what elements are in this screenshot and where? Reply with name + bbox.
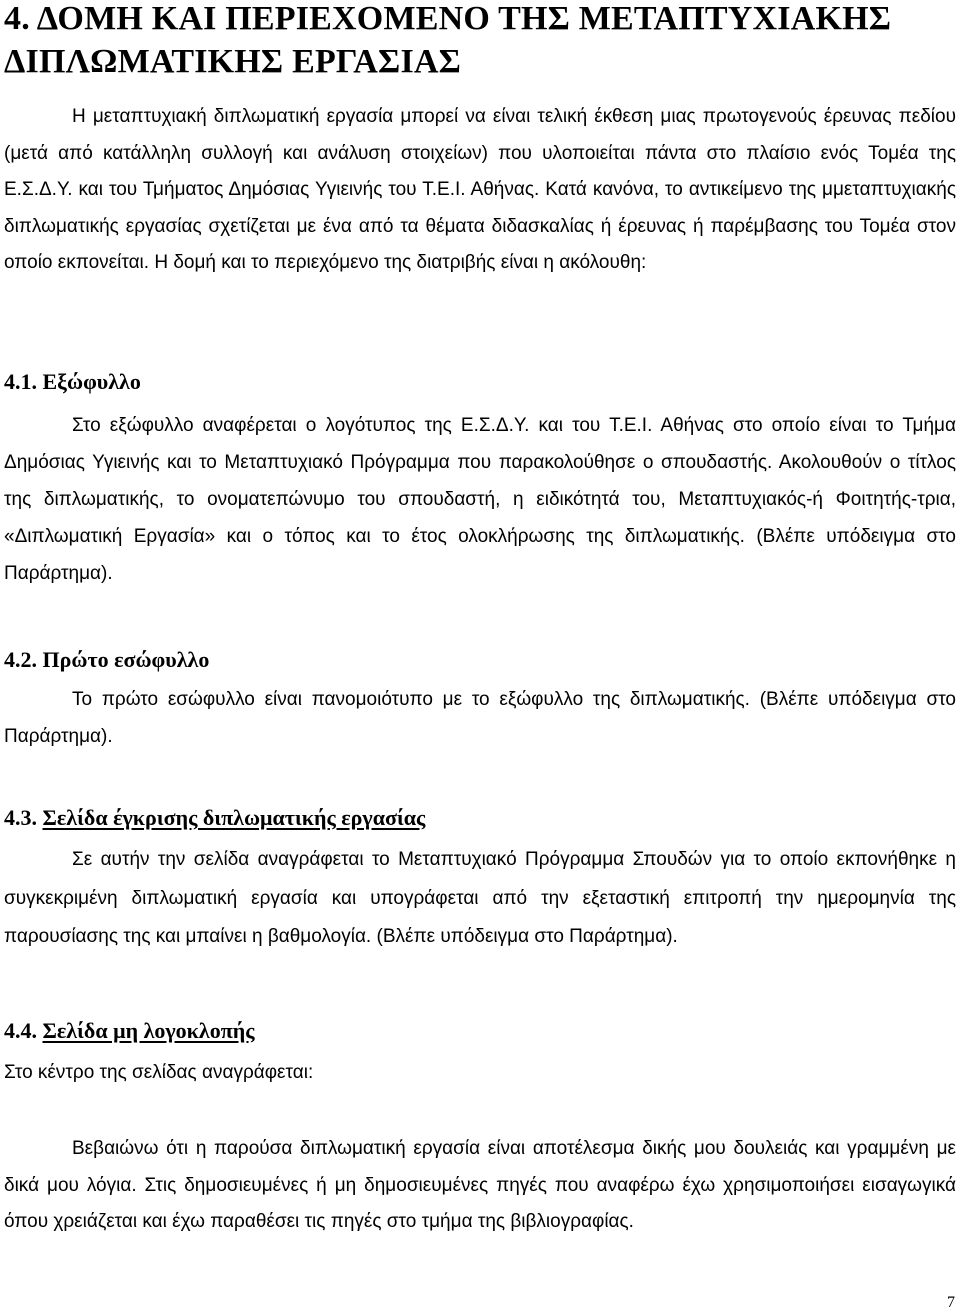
section-heading-cover [4,368,141,396]
page-number: 7 [947,1294,955,1311]
section-title: Εξώφυλλο [42,369,141,394]
plagiarism-intro-line: Στο κέντρο της σελίδας αναγράφεται: [4,1062,314,1083]
chapter-heading: 4. ΔΟΜΗ ΚΑΙ ΠΕΡΙΕΧΟΜΕΝΟ ΤΗΣ ΜΕΤΑΠΤΥΧΙΑΚΗΣ ΔΙΠΛΩΜΑΤΙΚΗΣ ΕΡΓΑΣΙΑΣ [4,0,892,80]
first-inner-cover-paragraph: Το πρώτο εσώφυλλο είναι πανομοιότυπο με το εξώφυλλο της διπλωματικής. (Βλέπε υπόδειγμα στο Παράρτημα). [4,689,956,747]
cover-paragraph: Στο εξώφυλλο αναφέρεται ο λογότυπος της Ε.Σ.Δ.Υ. και του Τ.Ε.Ι. Αθήνας στο οποίο είναι το Τμήμα Δημόσιας Υγιεινής και το Μεταπτυχιακό Πρόγραμμα που παρακολούθησε ο σπουδαστής. Ακολουθούν ο τίτλος της διπλωματικής, το ονοματεπώνυμο του σπουδαστή, η ειδικότητά του, Μεταπτυχιακός-ή Φοιτητής-τρια, «Διπλωματική Εργασία» και ο τόπος και το έτος ολοκλήρωσης της διπλωματικής. (Βλέπε υπόδειγμα στο Παράρτημα). [4,415,956,584]
section-heading-first-inner-cover [4,646,209,674]
section-heading-plagiarism-page [4,1017,255,1045]
section-title: Σελίδα μη λογοκλοπής [42,1018,255,1043]
section-number: 4.4. [4,1018,37,1043]
section-number: 4.3. [4,805,37,830]
section-number: 4.2. [4,647,37,672]
section-title: Σελίδα έγκρισης διπλωματικής εργασίας [42,805,426,830]
plagiarism-statement-paragraph: Βεβαιώνω ότι η παρούσα διπλωματική εργασία είναι αποτέλεσμα δικής μου δουλειάς και γραμμένη με δικά μου λόγια. Στις δημοσιευμένες ή μη δημοσιευμένες πηγές που αναφέρω έχω χρησιμοποιήσει εισαγωγικά όπου χρειάζεται και έχω παραθέσει τις πηγές στο τμήμα της βιβλιογραφίας. [4,1138,956,1233]
approval-page-paragraph: Σε αυτήν την σελίδα αναγράφεται το Μεταπτυχιακό Πρόγραμμα Σπουδών για το οποίο εκπονήθηκε η συγκεκριμένη διπλωματική εργασία και υπογράφεται από την εξεταστική επιτροπή την ημερομηνία της παρουσίασης της και μπαίνει η βαθμολογία. (Βλέπε υπόδειγμα στο Παράρτημα). [4,849,956,947]
intro-paragraph: Η μεταπτυχιακή διπλωματική εργασία μπορεί να είναι τελική έκθεση μιας πρωτογενούς έρευνας πεδίου (μετά από κατάλληλη συλλογή και ανάλυση στοιχείων) που υλοποιείται πάντα στο πλαίσιο ενός Τομέα της Ε.Σ.Δ.Υ. και του Τμήματος Δημόσιας Υγιεινής του Τ.Ε.Ι. Αθήνας. Κατά κανόνα, το αντικείμενο της μμεταπτυχιακής διπλωματικής εργασίας σχετίζεται με ένα από τα θέματα διδασκαλίας ή έρευνας ή παρέμβασης του Τομέα στον οποίο εκπονείται. Η δομή και το περιεχόμενο της διατριβής είναι η ακόλουθη: [4,106,956,274]
section-title: Πρώτο εσώφυλλο [42,647,210,672]
section-number: 4.1. [4,369,37,394]
section-heading-approval-page [4,804,425,832]
